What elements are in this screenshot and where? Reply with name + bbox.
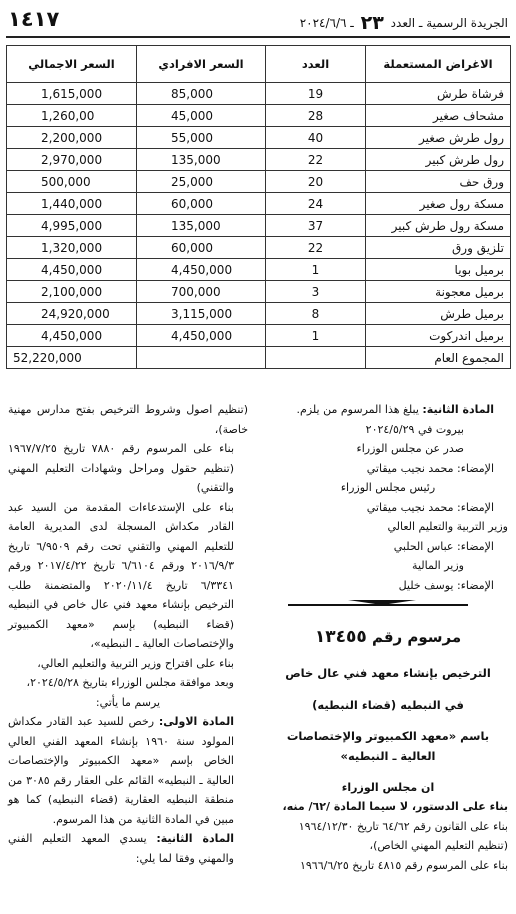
issue-date: ـ ٢٠٢٤/٦/٦ [299,16,354,30]
cell-total-price: 4,995,000 [7,215,137,237]
decree-subject-2: في النبطيه (قضاء النبطيه) [312,697,464,712]
cell-item: برميل معجونة [366,281,511,303]
decree-title [268,626,508,648]
article-1-text: رخص للسيد عبد القادر مكداش المولود سنة ١٩٦٠ بإنشاء المعهد الفني العالي الخاص بإسم «معهد الكمبيوتر والإختصاصات العالية ـ النبطيه» القائم على العقار رقم ٣٠٨٥ من منطقة النبطيه العقارية (قضاء النبطيه) كما هو مبين في المادة الثانية من هذا المرسوم. [8,715,235,826]
table-row [7,127,511,149]
total-empty-cell [137,347,266,369]
decree-subject-1: الترخيص بإنشاء معهد فني عال خاص [285,666,491,680]
decree-label: مرسوم رقم [371,628,462,646]
table-row [7,303,511,325]
cell-unit-price: 60,000 [137,237,266,259]
signature-3: الإمضاء: عباس الحلبي [393,539,494,553]
page-header [6,4,510,38]
cell-qty: 20 [266,171,366,193]
cell-unit-price: 700,000 [137,281,266,303]
cell-qty: 22 [266,149,366,171]
article-2-label: المادة الثانية: [156,832,234,845]
law-note: (تنظيم التعليم المهني الخاص)، [369,839,508,852]
table-body [7,83,511,369]
article-1-label: المادة الاولى: [158,715,234,728]
left-p1: (تنظيم اصول وشروط الترخيص بفتح مدارس مهنية خاصة)، [8,403,248,436]
left-p4: بناء على اقتراح وزير التربية والتعليم العالي، [37,656,234,670]
law-ref: بناء على القانون رقم ٦٤/٦٢ تاريخ ١٩٦٤/١٢/٣٠ [298,819,508,833]
finance-minister-title: وزير المالية [412,559,464,572]
constitution-ref: بناء على الدستور، لا سيما المادة /٦٢/ منه، [282,800,508,813]
cell-total-price: 1,260,00 [7,105,137,127]
cell-qty: 8 [266,303,366,325]
cell-total-price: 500,000 [7,171,137,193]
left-p3: بناء على الإستدعاءات المقدمة من السيد عبد القادر مكداش المسجلة لدى المديرية العامة للتعليم المهني والتقني تحت رقم ٦/٩٥٠٩ تاريخ ٢٠١٦/٩/٣ ورقم ٦/٦١٠٤ تاريخ ٢٠١٧/٤/٢٢ ورقم ٦/٣٣٤١ تاريخ ٢٠٢٠/١١/٤ والمتضمنة طلب الترخيص بإنشاء معهد فني عال خاص في النبطيه (قضاء النبطيه) بإسم «معهد الكمبيوتر والإختصاصات العالية ـ النبطيه»، [8,500,235,650]
place-date: بيروت في ٢٠٢٤/٥/٢٩ [365,422,464,436]
cell-total-price: 2,970,000 [7,149,137,171]
left-p6: يرسم ما يأتي: [95,695,161,709]
cell-item: ورق حف [366,171,511,193]
article-1 [8,712,248,829]
issued-by: صدر عن مجلس الوزراء [356,442,464,455]
cell-unit-price: 55,000 [137,127,266,149]
left-p2: بناء على المرسوم رقم ٧٨٨٠ تاريخ ١٩٦٧/٧/٢٥ (تنظيم حقول ومراحل وشهادات التعليم المهني والتقني) [8,442,235,494]
cell-item: برميل اندركوت [366,325,511,347]
table-row [7,149,511,171]
cell-item: برميل بويا [366,259,511,281]
article-2 [8,829,248,868]
table-row [7,193,511,215]
header-items: الاغراض المستعملة [366,46,511,83]
section-divider [268,599,508,611]
decree-number: ١٣٤٥٥ [314,627,367,647]
article-2-notice: المادة الثانية: يبلغ هذا المرسوم من يلزم. [296,403,494,416]
pm-title: رئيس مجلس الوزراء [340,481,436,494]
cell-qty: 19 [266,83,366,105]
cell-unit-price: 25,000 [137,171,266,193]
cell-total-price: 1,615,000 [7,83,137,105]
table-row [7,105,511,127]
table-row [7,83,511,105]
left-column [8,400,248,868]
cell-item: فرشاة طرش [366,83,511,105]
table-row [7,259,511,281]
cell-qty: 1 [266,259,366,281]
cell-item: مشحاف صغير [366,105,511,127]
cell-total-price: 1,320,000 [7,237,137,259]
cell-qty: 28 [266,105,366,127]
right-column [268,400,508,875]
cell-item: رول طرش كبير [366,149,511,171]
cell-qty: 37 [266,215,366,237]
cell-qty: 3 [266,281,366,303]
education-minister-title: وزير التربية والتعليم العالي [387,520,508,533]
cell-unit-price: 85,000 [137,83,266,105]
table-row [7,171,511,193]
gazette-name: الجريدة الرسمية ـ العدد [390,16,508,30]
cell-total-price: 2,200,000 [7,127,137,149]
decree-4815-ref: بناء على المرسوم رقم ٤٨١٥ تاريخ ١٩٦٦/٦/٢٥ [299,858,508,872]
cell-total-price: 2,100,000 [7,281,137,303]
cell-total-price: 24,920,000 [7,303,137,325]
page-number: ١٤١٧ [8,7,60,31]
table-row [7,215,511,237]
table-header-row [7,46,511,83]
cell-item: رول طرش صغير [366,127,511,149]
cell-total-price: 4,450,000 [7,325,137,347]
total-empty-cell [266,347,366,369]
council-heading: ان مجلس الوزراء [341,780,435,794]
cell-item: برميل طرش [366,303,511,325]
table-row [7,325,511,347]
decree-subject-3: باسم «معهد الكمبيوتر والإختصاصات العالية ـ النبطيه» [286,729,490,763]
header-qty: العدد [266,46,366,83]
cell-unit-price: 60,000 [137,193,266,215]
gazette-title [300,12,508,34]
cell-unit-price: 4,450,000 [137,325,266,347]
cell-item: مسكة رول طرش كبير [366,215,511,237]
signature-4: الإمضاء: يوسف خليل [398,578,494,592]
cell-qty: 24 [266,193,366,215]
header-unit-price: السعر الافرادي [137,46,266,83]
header-total-price: السعر الاجمالي [7,46,137,83]
left-p5: وبعد موافقة مجلس الوزراء بتاريخ ٢٠٢٤/٥/٢٨، [26,676,234,689]
cell-item: تلزيق ورق [366,237,511,259]
items-table [6,45,511,369]
issue-number: ٢٣ [360,12,384,34]
cell-unit-price: 135,000 [137,149,266,171]
cell-qty: 22 [266,237,366,259]
cell-total-price: 4,450,000 [7,259,137,281]
article-2-text: يسدي المعهد التعليم الفني والمهني وفقا لما يلي: [8,832,234,865]
cell-total-price: 1,440,000 [7,193,137,215]
signature-1: الإمضاء: محمد نجيب ميقاتي [366,461,494,475]
table-row [7,281,511,303]
art2-text: يبلغ هذا المرسوم من يلزم. [296,403,419,416]
cell-qty: 40 [266,127,366,149]
cell-unit-price: 3,115,000 [137,303,266,325]
total-label: المجموع العام [366,347,511,369]
table-total-row [7,347,511,369]
cell-unit-price: 135,000 [137,215,266,237]
cell-item: مسكة رول صغير [366,193,511,215]
table-row [7,237,511,259]
cell-unit-price: 4,450,000 [137,259,266,281]
cell-unit-price: 45,000 [137,105,266,127]
signature-2: الإمضاء: محمد نجيب ميقاتي [366,500,494,514]
grand-total: 52,220,000 [7,347,137,369]
cell-qty: 1 [266,325,366,347]
